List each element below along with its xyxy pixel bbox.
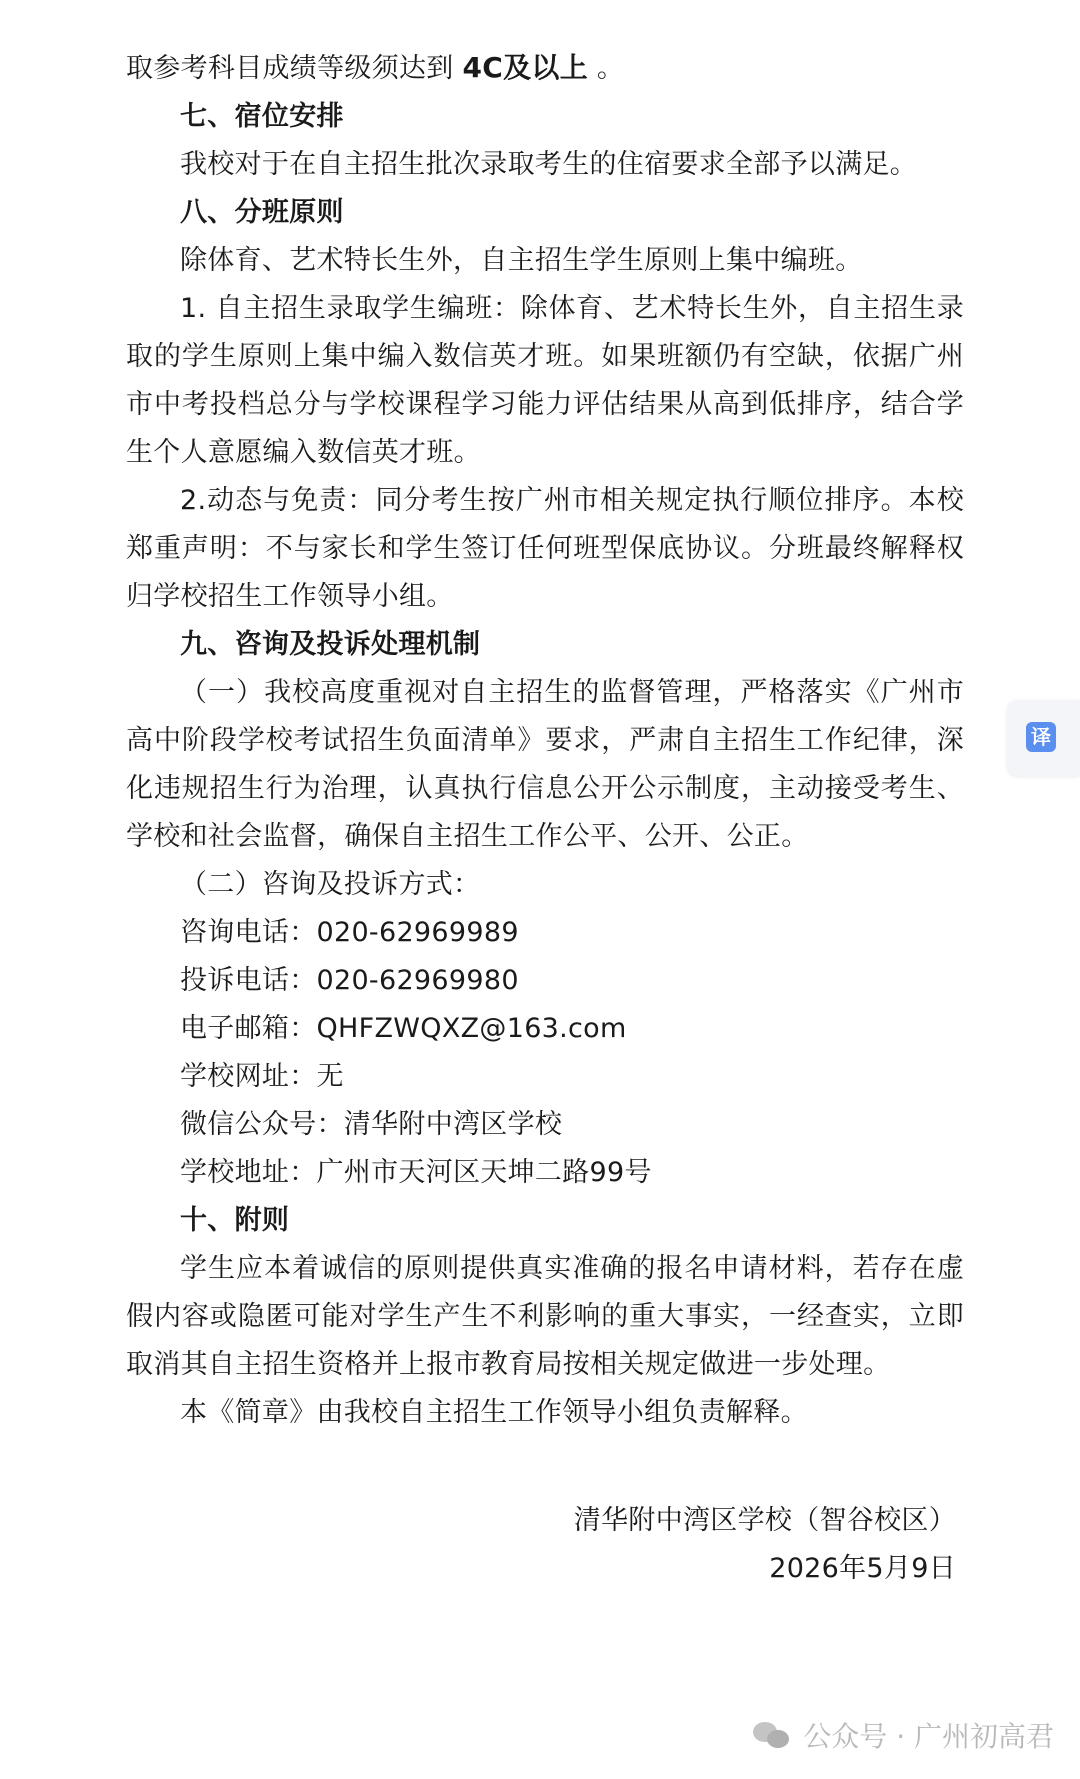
paragraph-section-7: 我校对于在自主招生批次录取考生的住宿要求全部予以满足。	[180, 149, 918, 180]
email-line: 电子邮箱：QHFZWQXZ@163.com	[180, 1013, 627, 1044]
paragraph-section-8-item-1: 1. 自主招生录取学生编班：除体育、艺术特长生外，自主招生录取的学生原则上集中编入数信英才班。如果班额仍有空缺，依据广州市中考投档总分与学校课程学习能力评估结果从高到低排序，结合学生个人意愿编入数信英才班。	[126, 293, 964, 468]
paragraph-section-10-item-2: 本《简章》由我校自主招生工作领导小组负责解释。	[180, 1397, 808, 1428]
document-body	[126, 44, 964, 1593]
translate-button[interactable]	[1008, 700, 1080, 776]
wechat-icon	[753, 1720, 793, 1750]
website-line: 学校网址：无	[180, 1061, 344, 1092]
paragraph-section-8-item-2: 2.动态与免责：同分考生按广州市相关规定执行顺位排序。本校郑重声明：不与家长和学生签订任何班型保底协议。分班最终解释权归学校招生工作领导小组。	[126, 485, 964, 612]
intro-bold-text: 4C及以上	[462, 51, 589, 84]
signature-date: 2026年5月9日	[769, 1553, 956, 1584]
intro-text: 取参考科目成绩等级须达到	[126, 53, 463, 84]
paragraph-section-9-item-1: （一）我校高度重视对自主招生的监督管理，严格落实《广州市高中阶段学校考试招生负面清单》要求，严肃自主招生工作纪律，深化违规招生行为治理，认真执行信息公开公示制度，主动接受考生、学校和社会监督，确保自主招生工作公平、公开、公正。	[126, 677, 964, 852]
paragraph-section-10-item-1: 学生应本着诚信的原则提供真实准确的报名申请材料，若存在虚假内容或隐匿可能对学生产生不利影响的重大事实，一经查实，立即取消其自主招生资格并上报市教育局按相关规定做进一步处理。	[126, 1253, 964, 1380]
signature-school: 清华附中湾区学校（智谷校区）	[573, 1505, 956, 1536]
signature-block	[126, 1497, 964, 1593]
watermark	[753, 1715, 1054, 1755]
intro-suffix: 。	[588, 53, 625, 84]
heading-section-10: 十、附则	[180, 1205, 290, 1236]
wechat-line: 微信公众号：清华附中湾区学校	[180, 1109, 563, 1140]
paragraph-section-8: 除体育、艺术特长生外，自主招生学生原则上集中编班。	[180, 245, 863, 276]
intro-paragraph	[126, 44, 964, 93]
complaint-phone-line: 投诉电话：020-62969980	[180, 965, 519, 996]
paragraph-section-9-item-2: （二）咨询及投诉方式：	[180, 869, 481, 900]
address-line: 学校地址：广州市天河区天坤二路99号	[180, 1157, 652, 1188]
contact-phone-line: 咨询电话：020-62969989	[180, 917, 519, 948]
heading-section-8: 八、分班原则	[180, 197, 344, 228]
heading-section-7: 七、宿位安排	[180, 101, 344, 132]
watermark-text: 公众号 · 广州初高君	[803, 1720, 1054, 1753]
heading-section-9: 九、咨询及投诉处理机制	[180, 629, 481, 660]
translate-icon: 译	[1026, 722, 1056, 752]
